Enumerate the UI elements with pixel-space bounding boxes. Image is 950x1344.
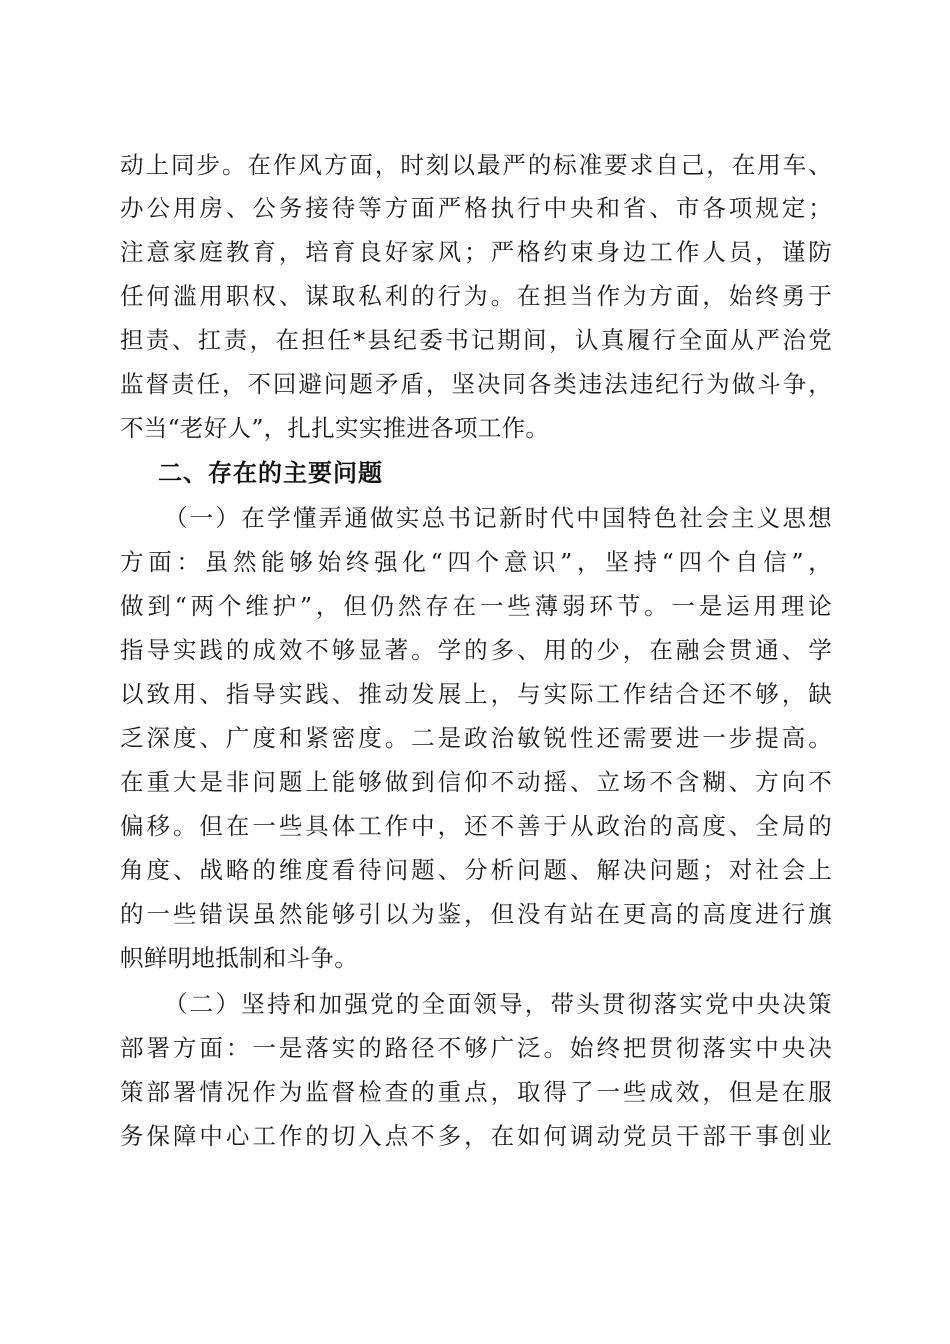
paragraph-line: 以致用、指导实践、推动发展上，与实际工作结合还不够，缺 (120, 680, 832, 708)
paragraph-line: 担责、扛责，在担任*县纪委书记期间，认真履行全面从严治党 (120, 326, 832, 354)
paragraph-line: 方面：虽然能够始终强化“四个意识”，坚持“四个自信”， (120, 548, 832, 576)
paragraph-line: （二）坚持和加强党的全面领导，带头贯彻落实党中央决策 (164, 990, 832, 1018)
paragraph-line: 任何滥用职权、谋取私利的行为。在担当作为方面，始终勇于 (120, 282, 832, 310)
paragraph-line: 办公用房、公务接待等方面严格执行中央和省、市各项规定； (120, 194, 832, 222)
paragraph-line: 帜鲜明地抵制和斗争。 (120, 944, 358, 972)
paragraph-line: 的一些错误虽然能够引以为鉴，但没有站在更高的高度进行旗 (120, 900, 832, 928)
paragraph-line: 策部署情况作为监督检查的重点，取得了一些成效，但是在服 (120, 1078, 832, 1106)
paragraph-line: 不当“老好人”，扎扎实实推进各项工作。 (120, 414, 550, 442)
paragraph-line: 乏深度、广度和紧密度。二是政治敏锐性还需要进一步提高。 (120, 724, 832, 752)
paragraph-line: 指导实践的成效不够显著。学的多、用的少，在融会贯通、学 (120, 636, 832, 664)
paragraph-line: 动上同步。在作风方面，时刻以最严的标准要求自己，在用车、 (120, 151, 832, 179)
paragraph-line: 偏移。但在一些具体工作中，还不善于从政治的高度、全局的 (120, 812, 832, 840)
paragraph-line: 务保障中心工作的切入点不多，在如何调动党员干部干事创业 (120, 1122, 832, 1150)
paragraph-line: 监督责任，不回避问题矛盾，坚决同各类违法违纪行为做斗争， (120, 370, 832, 398)
paragraph-line: 注意家庭教育，培育良好家风；严格约束身边工作人员，谨防 (120, 238, 832, 266)
paragraph-line: 角度、战略的维度看待问题、分析问题、解决问题；对社会上 (120, 856, 832, 884)
paragraph-line: 在重大是非问题上能够做到信仰不动摇、立场不含糊、方向不 (120, 768, 832, 796)
paragraph-line: 做到“两个维护”，但仍然存在一些薄弱环节。一是运用理论 (120, 592, 832, 620)
section-heading: 二、存在的主要问题 (158, 459, 383, 487)
paragraph-line: （一）在学懂弄通做实总书记新时代中国特色社会主义思想 (164, 504, 832, 532)
paragraph-line: 部署方面：一是落实的路径不够广泛。始终把贯彻落实中央决 (120, 1034, 832, 1062)
